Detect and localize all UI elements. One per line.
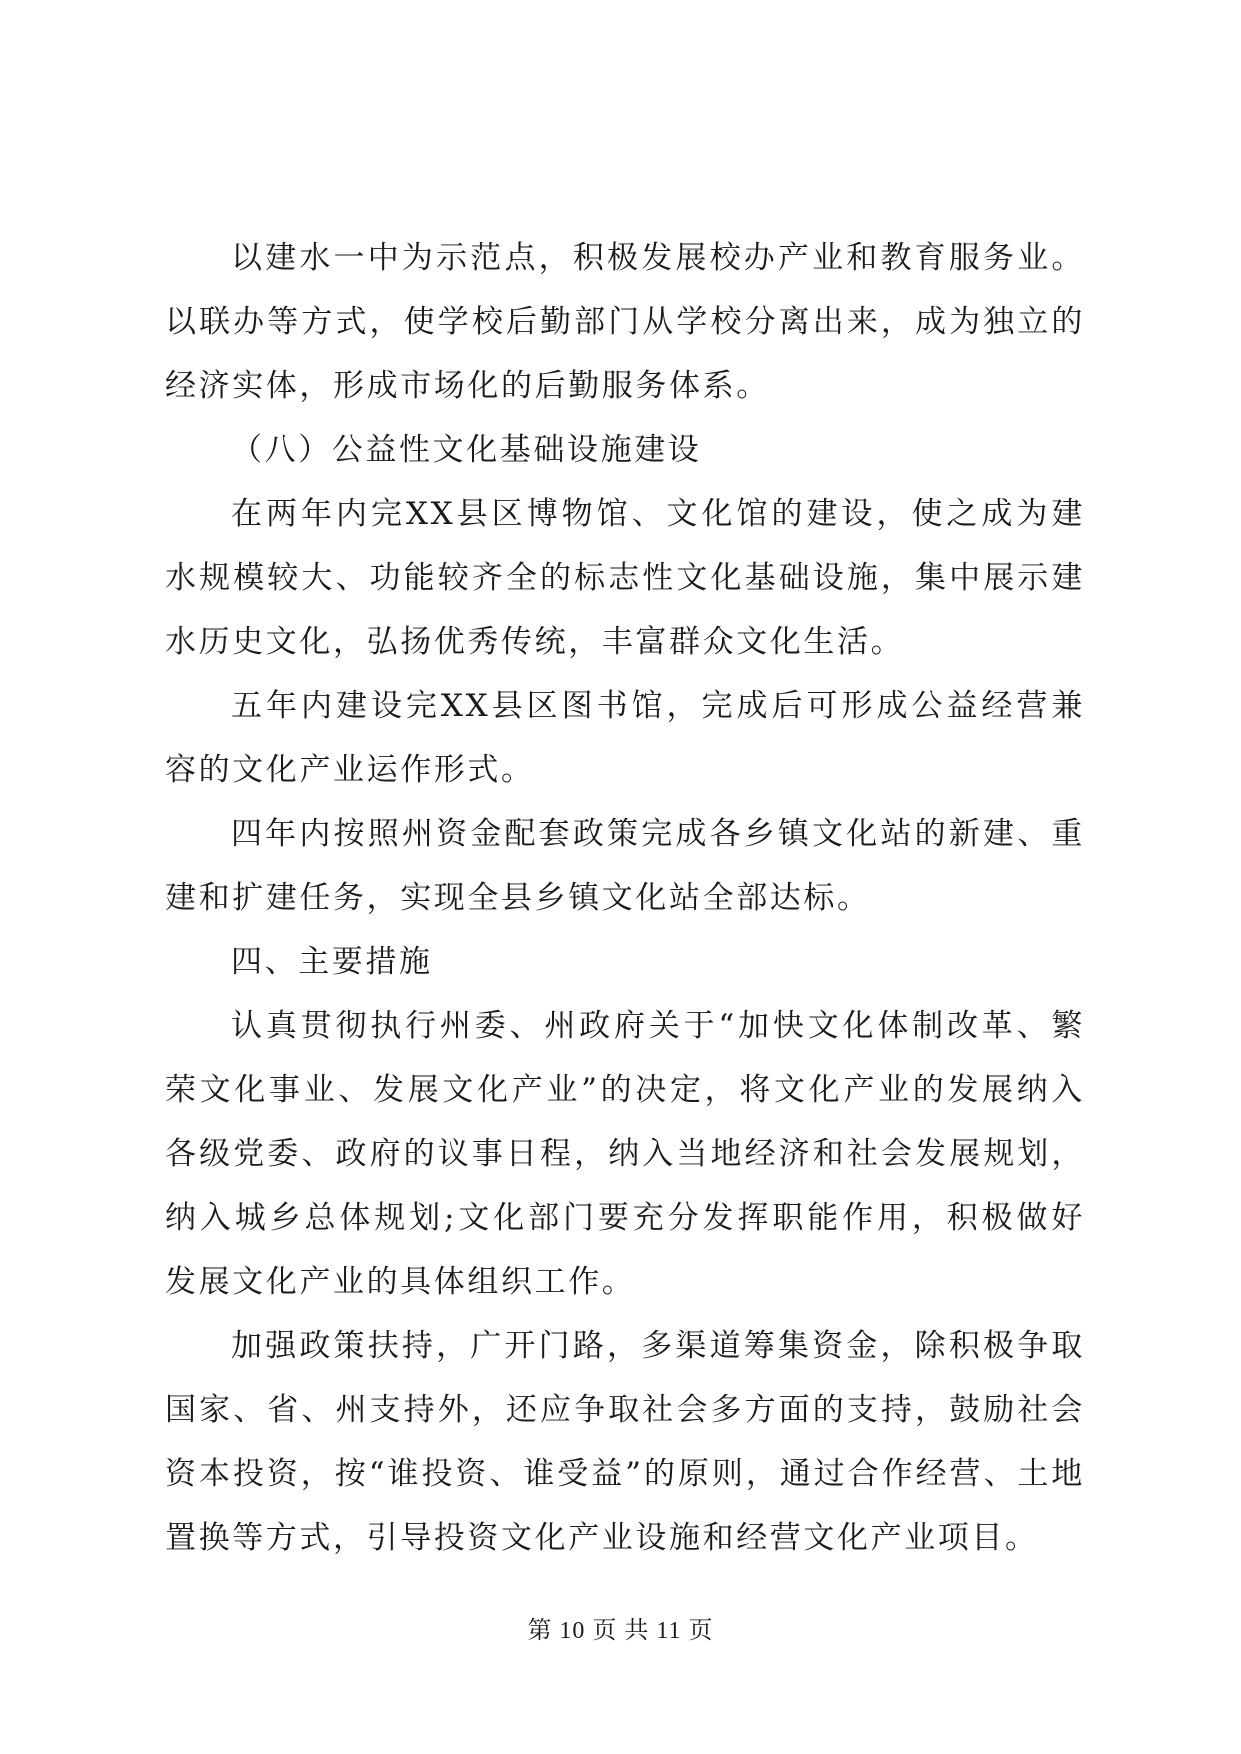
paragraph: 在两年内完XX县区博物馆、文化馆的建设，使之成为建水规模较大、功能较齐全的标志性文化基础设施，集中展示建水历史文化，弘扬优秀传统，丰富群众文化生活。 [165,496,1085,660]
section-heading: （八）公益性文化基础设施建设 [231,432,702,468]
paragraph: 以建水一中为示范点，积极发展校办产业和教育服务业。以联办等方式，使学校后勤部门从学校分离出来，成为独立的经济实体，形成市场化的后勤服务体系。 [165,240,1085,404]
document-body [165,226,1085,1570]
paragraph: 认真贯彻执行州委、州政府关于“加快文化体制改革、繁荣文化事业、发展文化产业”的决定，将文化产业的发展纳入各级党委、政府的议事日程，纳入当地经济和社会发展规划，纳入城乡总体规划;文化部门要充分发挥职能作用，积极做好发展文化产业的具体组织工作。 [165,1008,1085,1300]
paragraph: 五年内建设完XX县区图书馆，完成后可形成公益经营兼容的文化产业运作形式。 [165,688,1085,788]
section-heading: 四、主要措施 [231,944,433,980]
paragraph: 四年内按照州资金配套政策完成各乡镇文化站的新建、重建和扩建任务，实现全县乡镇文化站全部达标。 [165,816,1085,916]
page-number-footer: 第 10 页 共 11 页 [527,1618,714,1644]
paragraph: 加强政策扶持，广开门路，多渠道筹集资金，除积极争取国家、省、州支持外，还应争取社会多方面的支持，鼓励社会资本投资，按“谁投资、谁受益”的原则，通过合作经营、土地置换等方式，引导投资文化产业设施和经营文化产业项目。 [165,1328,1085,1556]
